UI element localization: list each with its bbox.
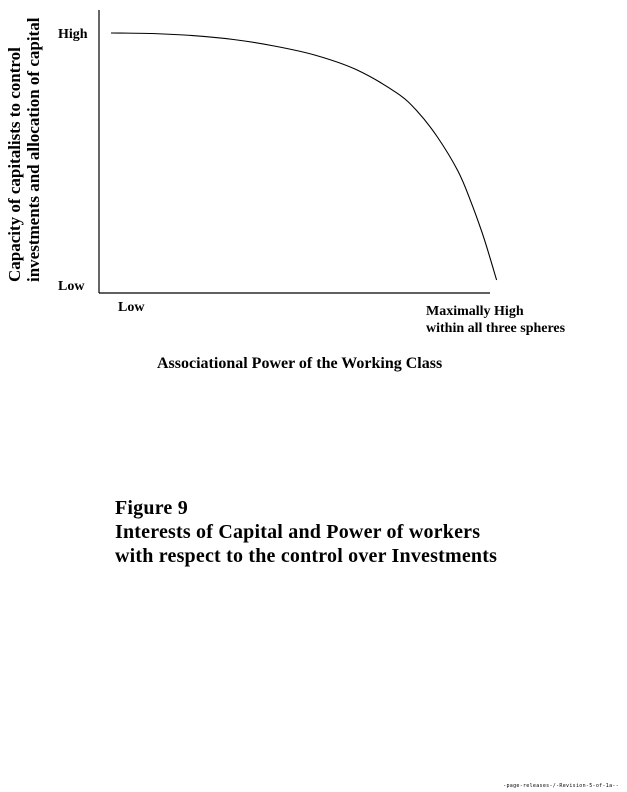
x-tick-high-line1: Maximally High [426, 304, 524, 319]
caption-line-1: Interests of Capital and Power of workers [115, 521, 481, 543]
x-axis-label: Associational Power of the Working Class [157, 355, 443, 372]
footer-mark: -page-releases-/-Revision-5-of-1a-- [503, 783, 619, 789]
caption-line-2: with respect to the control over Investments [115, 545, 498, 567]
y-tick-low: Low [58, 279, 85, 294]
x-tick-low: Low [118, 300, 145, 315]
y-axis-label-line1: Capacity of capitalists to control [5, 47, 24, 282]
series-line [111, 33, 497, 280]
figure-caption [115, 496, 497, 568]
figure-label: Figure 9 [115, 497, 188, 519]
y-tick-high: High [58, 27, 88, 42]
y-axis-label-line2: investments and allocation of capital [24, 17, 43, 282]
x-tick-high-line2: within all three spheres [426, 321, 566, 336]
